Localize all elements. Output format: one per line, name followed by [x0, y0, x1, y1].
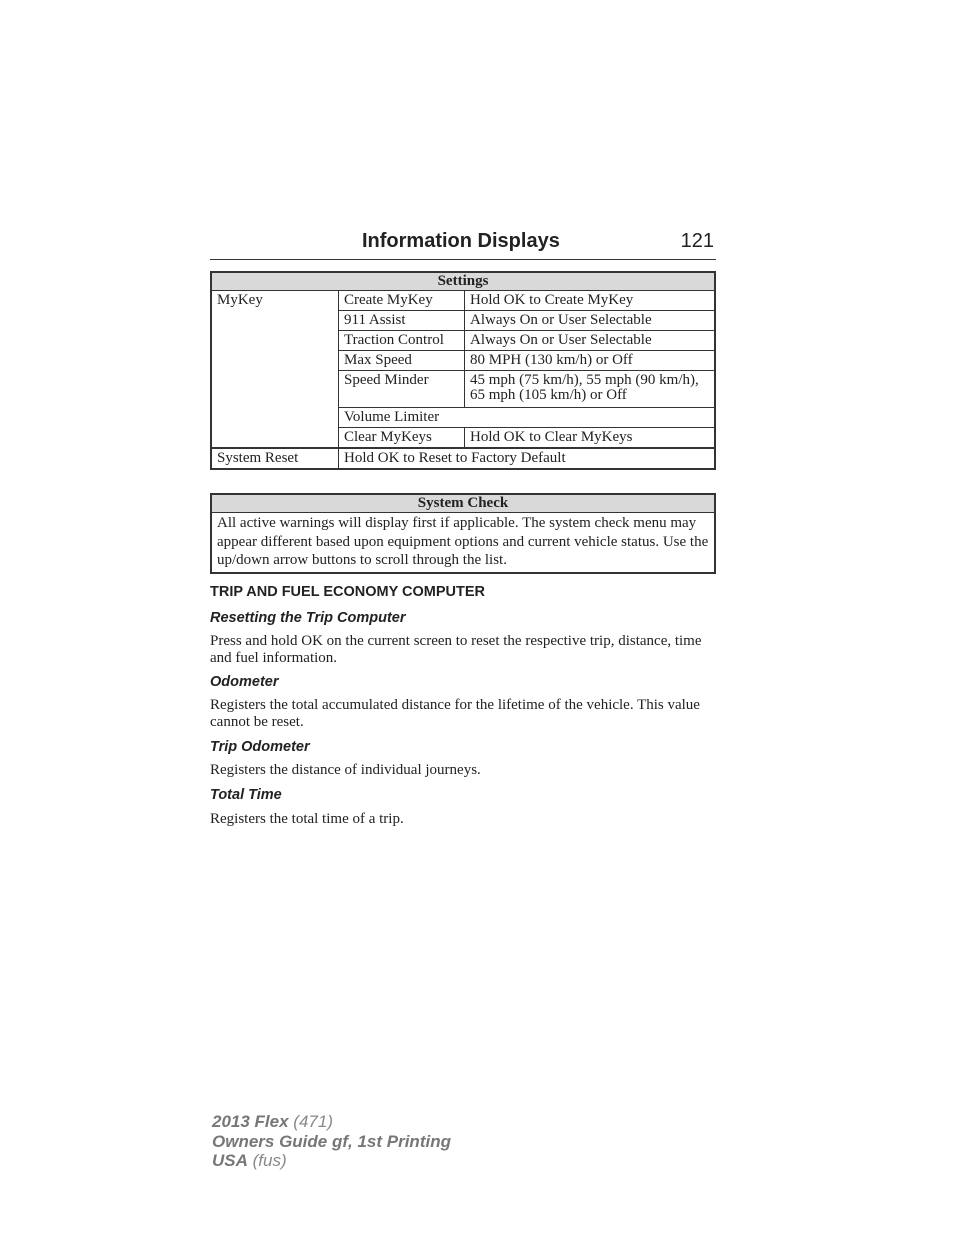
- table-row: [211, 291, 715, 311]
- system-check-title: System Check: [211, 494, 715, 513]
- footer-model-code: (471): [293, 1112, 333, 1131]
- settings-table-title: Settings: [211, 272, 715, 291]
- subsection-text: Registers the distance of individual journeys.: [210, 762, 481, 778]
- subsection-title: Trip Odometer: [210, 739, 310, 755]
- setting-value: Hold OK to Create MyKey: [465, 291, 716, 311]
- system-check-table: [210, 493, 716, 574]
- page-footer: [212, 1112, 451, 1171]
- subsection-title: Total Time: [210, 787, 282, 803]
- system-check-text: All active warnings will display first if applicable. The system check menu may appear different based upon equipment options and current vehicle status. Use the up/down arrow buttons to scroll through the list.: [211, 513, 715, 573]
- footer-guide: Owners Guide gf, 1st Printing: [212, 1131, 451, 1151]
- setting-item: Traction Control: [339, 331, 465, 351]
- page-header: [210, 228, 716, 260]
- footer-model: 2013 Flex: [212, 1112, 289, 1131]
- setting-item: Max Speed: [339, 351, 465, 371]
- setting-item: Volume Limiter: [339, 408, 716, 428]
- subsection-title: Odometer: [210, 674, 279, 690]
- subsection-text: Press and hold OK on the current screen to reset the respective trip, distance, time and fuel information.: [210, 633, 702, 666]
- setting-value: 80 MPH (130 km/h) or Off: [465, 351, 716, 371]
- setting-value: 45 mph (75 km/h), 55 mph (90 km/h), 65 mph (105 km/h) or Off: [465, 371, 716, 408]
- setting-item: 911 Assist: [339, 311, 465, 331]
- page-title: Information Displays: [362, 230, 560, 252]
- section-heading: TRIP AND FUEL ECONOMY COMPUTER: [210, 584, 485, 600]
- footer-region-code: (fus): [252, 1151, 287, 1170]
- subsection-text: Registers the total accumulated distance for the lifetime of the vehicle. This value cannot be reset.: [210, 697, 700, 730]
- footer-region: USA: [212, 1151, 248, 1170]
- subsection-title: Resetting the Trip Computer: [210, 610, 406, 626]
- mykey-group-label: MyKey: [211, 291, 339, 449]
- page-number: 121: [680, 230, 714, 252]
- settings-table: [210, 271, 716, 470]
- setting-value: Always On or User Selectable: [465, 311, 716, 331]
- setting-item: Clear MyKeys: [339, 428, 465, 449]
- setting-item: Speed Minder: [339, 371, 465, 408]
- setting-value: Hold OK to Clear MyKeys: [465, 428, 716, 449]
- system-reset-label: System Reset: [211, 448, 339, 469]
- system-reset-value: Hold OK to Reset to Factory Default: [339, 448, 716, 469]
- subsection-text: Registers the total time of a trip.: [210, 811, 404, 827]
- table-row: [211, 448, 715, 469]
- setting-value: Always On or User Selectable: [465, 331, 716, 351]
- setting-item: Create MyKey: [339, 291, 465, 311]
